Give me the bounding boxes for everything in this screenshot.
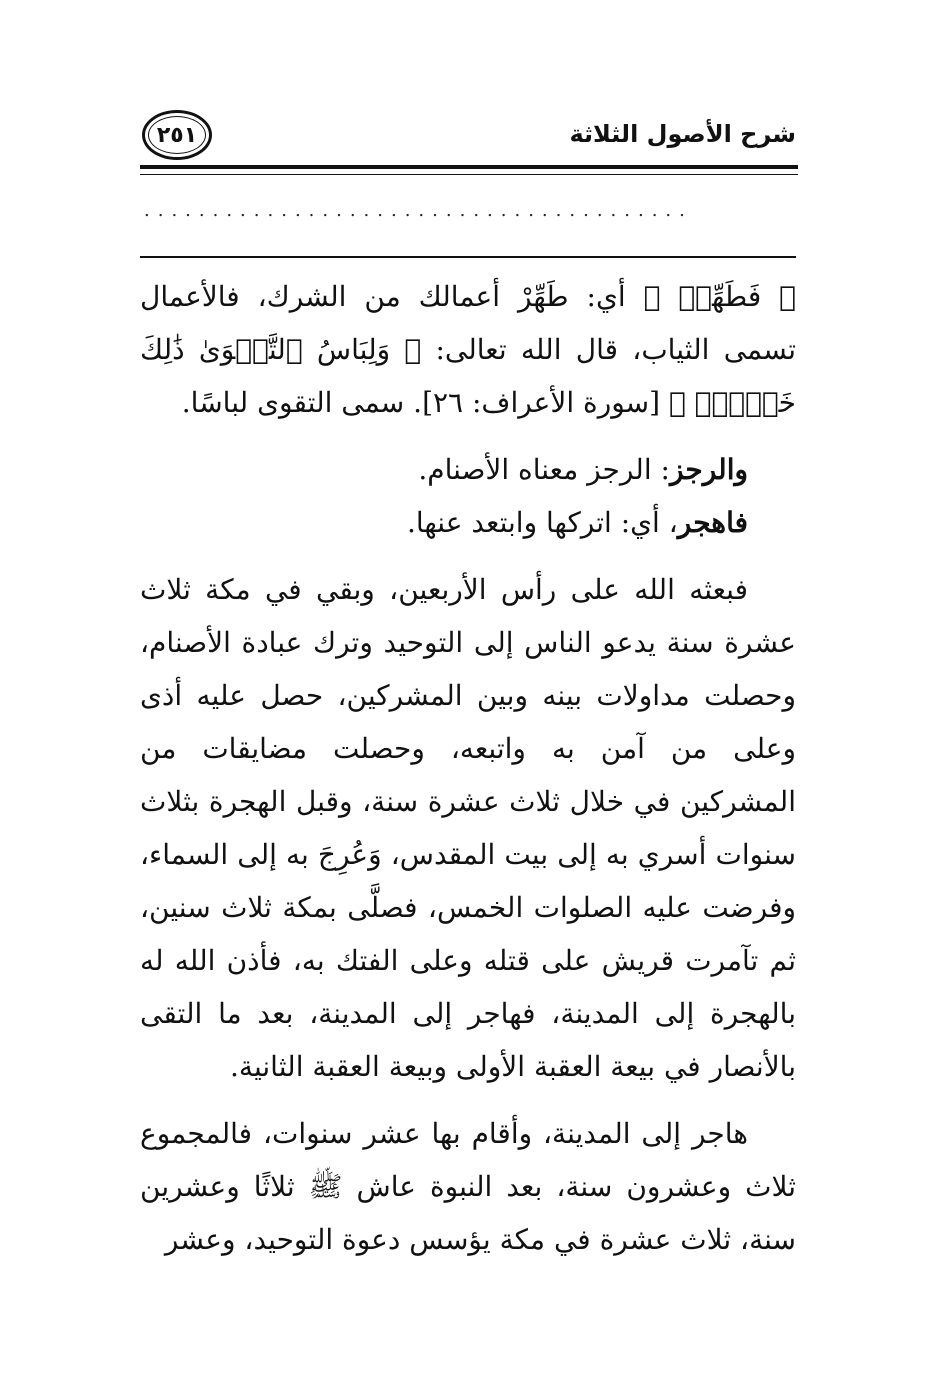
header-rule-thin	[140, 174, 798, 175]
paragraph-5: هاجر إلى المدينة، وأقام بها عشر سنوات، فالمجموع ثلاث وعشرون سنة، بعد النبوة عاش ﷺ ثلاثًا وعشرين سنة، ثلاث عشرة في مكة يؤسس دعوة التوحيد، وعشر	[140, 1117, 796, 1256]
term-fahjur: فاهجر	[677, 506, 748, 539]
page-number: ٢٥١	[156, 122, 198, 148]
paragraph-3	[140, 496, 796, 549]
paragraph-2-text: : الرجز معناه الأصنام.	[418, 453, 670, 486]
section-divider	[140, 256, 796, 258]
body-text	[140, 270, 796, 1266]
paragraph-4: فبعثه الله على رأس الأربعين، وبقي في مكة ثلاث عشرة سنة يدعو الناس إلى التوحيد وترك عبادة الأصنام، وحصلت مداولات بينه وبين المشركين، حصل عليه أذى وعلى من آمن به واتبعه، وحصلت مضايقات من المشركين في خلال ثلاث عشرة سنة، وقبل الهجرة بثلاث سنوات أسري به إلى بيت المقدس، وَعُرِجَ به إلى السماء، وفرضت عليه الصلوات الخمس، فصلَّى بمكة ثلاث سنين، ثم تآمرت قريش على قتله وعلى الفتك به، فأذن الله له بالهجرة إلى المدينة، فهاجر إلى المدينة، بعد ما التقى بالأنصار في بيعة العقبة الأولى وبيعة العقبة الثانية.	[140, 573, 796, 1083]
page-header	[140, 108, 796, 164]
term-rijz: والرجز	[669, 453, 748, 486]
dotted-separator: ........................................	[144, 200, 693, 221]
paragraph-1: ﴿ فَطَهِّرۡ ﴾ أي: طَهِّرْ أعمالك من الشرك، فالأعمال تسمى الثياب، قال الله تعالى: ﴿ وَلِبَاسُ ٱلتَّقۡوَىٰ ذَٰلِكَ خَيۡرٞۚ ﴾ [سورة الأعراف: ٢٦]. سمى التقوى لباسًا.	[140, 280, 796, 419]
paragraph-2	[140, 443, 796, 496]
book-title: شرح الأصول الثلاثة	[569, 120, 796, 148]
paragraph-3-text: ، أي: اتركها وابتعد عنها.	[406, 506, 678, 539]
header-rule-thick	[140, 165, 798, 169]
page-number-badge	[142, 110, 212, 160]
